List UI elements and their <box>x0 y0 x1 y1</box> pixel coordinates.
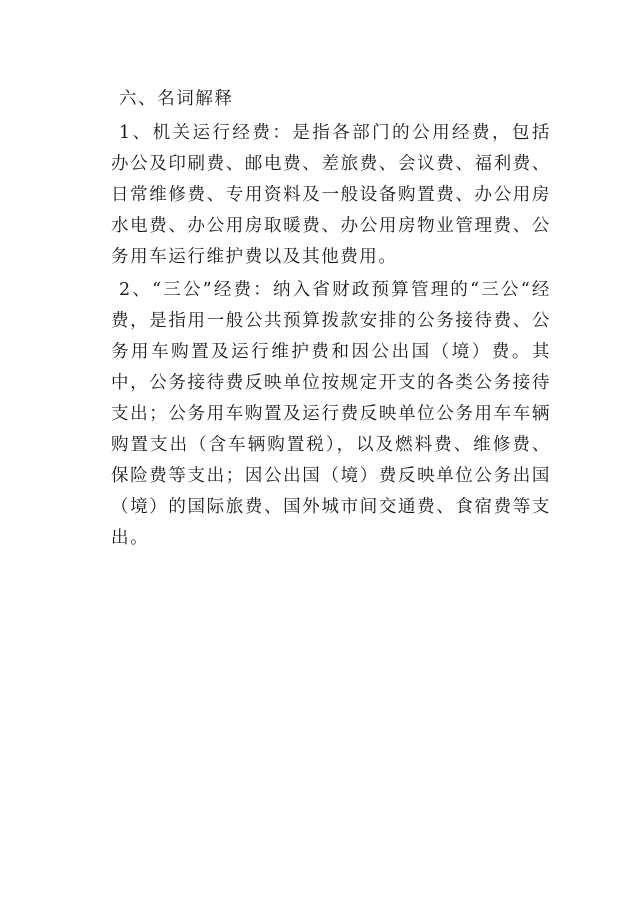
definition-term: 机关运行经费 <box>152 123 273 143</box>
definition-paragraph-1 <box>111 118 551 273</box>
definition-text: ：是指各部门的公用经费，包括办公及印刷费、邮电费、差旅费、会议费、福利费、日常维修费、专用资料及一般设备购置费、办公用房水电费、办公用房取暖费、办公用房物业管理费、公务用车运行维护费以及其他费用。 <box>111 123 551 267</box>
section-heading: 六、名词解释 <box>119 89 234 109</box>
document-body <box>111 84 551 554</box>
paragraph-number: 2、 <box>119 280 153 300</box>
paragraph-number: 1、 <box>119 123 153 143</box>
definition-term: “三公”经费 <box>152 280 254 300</box>
definition-paragraph-2 <box>111 275 551 554</box>
definition-text: ：纳入省财政预算管理的“三公“经费，是指用一般公共预算拨款安排的公务接待费、公务用车购置及运行维护费和因公出国（境）费。其中，公务接待费反映单位按规定开支的各类公务接待支出；公务用车购置及运行费反映单位公务用车车辆购置支出（含车辆购置税），以及燃料费、维修费、保险费等支出；因公出国（境）费反映单位公务出国（境）的国际旅费、国外城市间交通费、食宿费等支出。 <box>111 280 551 548</box>
